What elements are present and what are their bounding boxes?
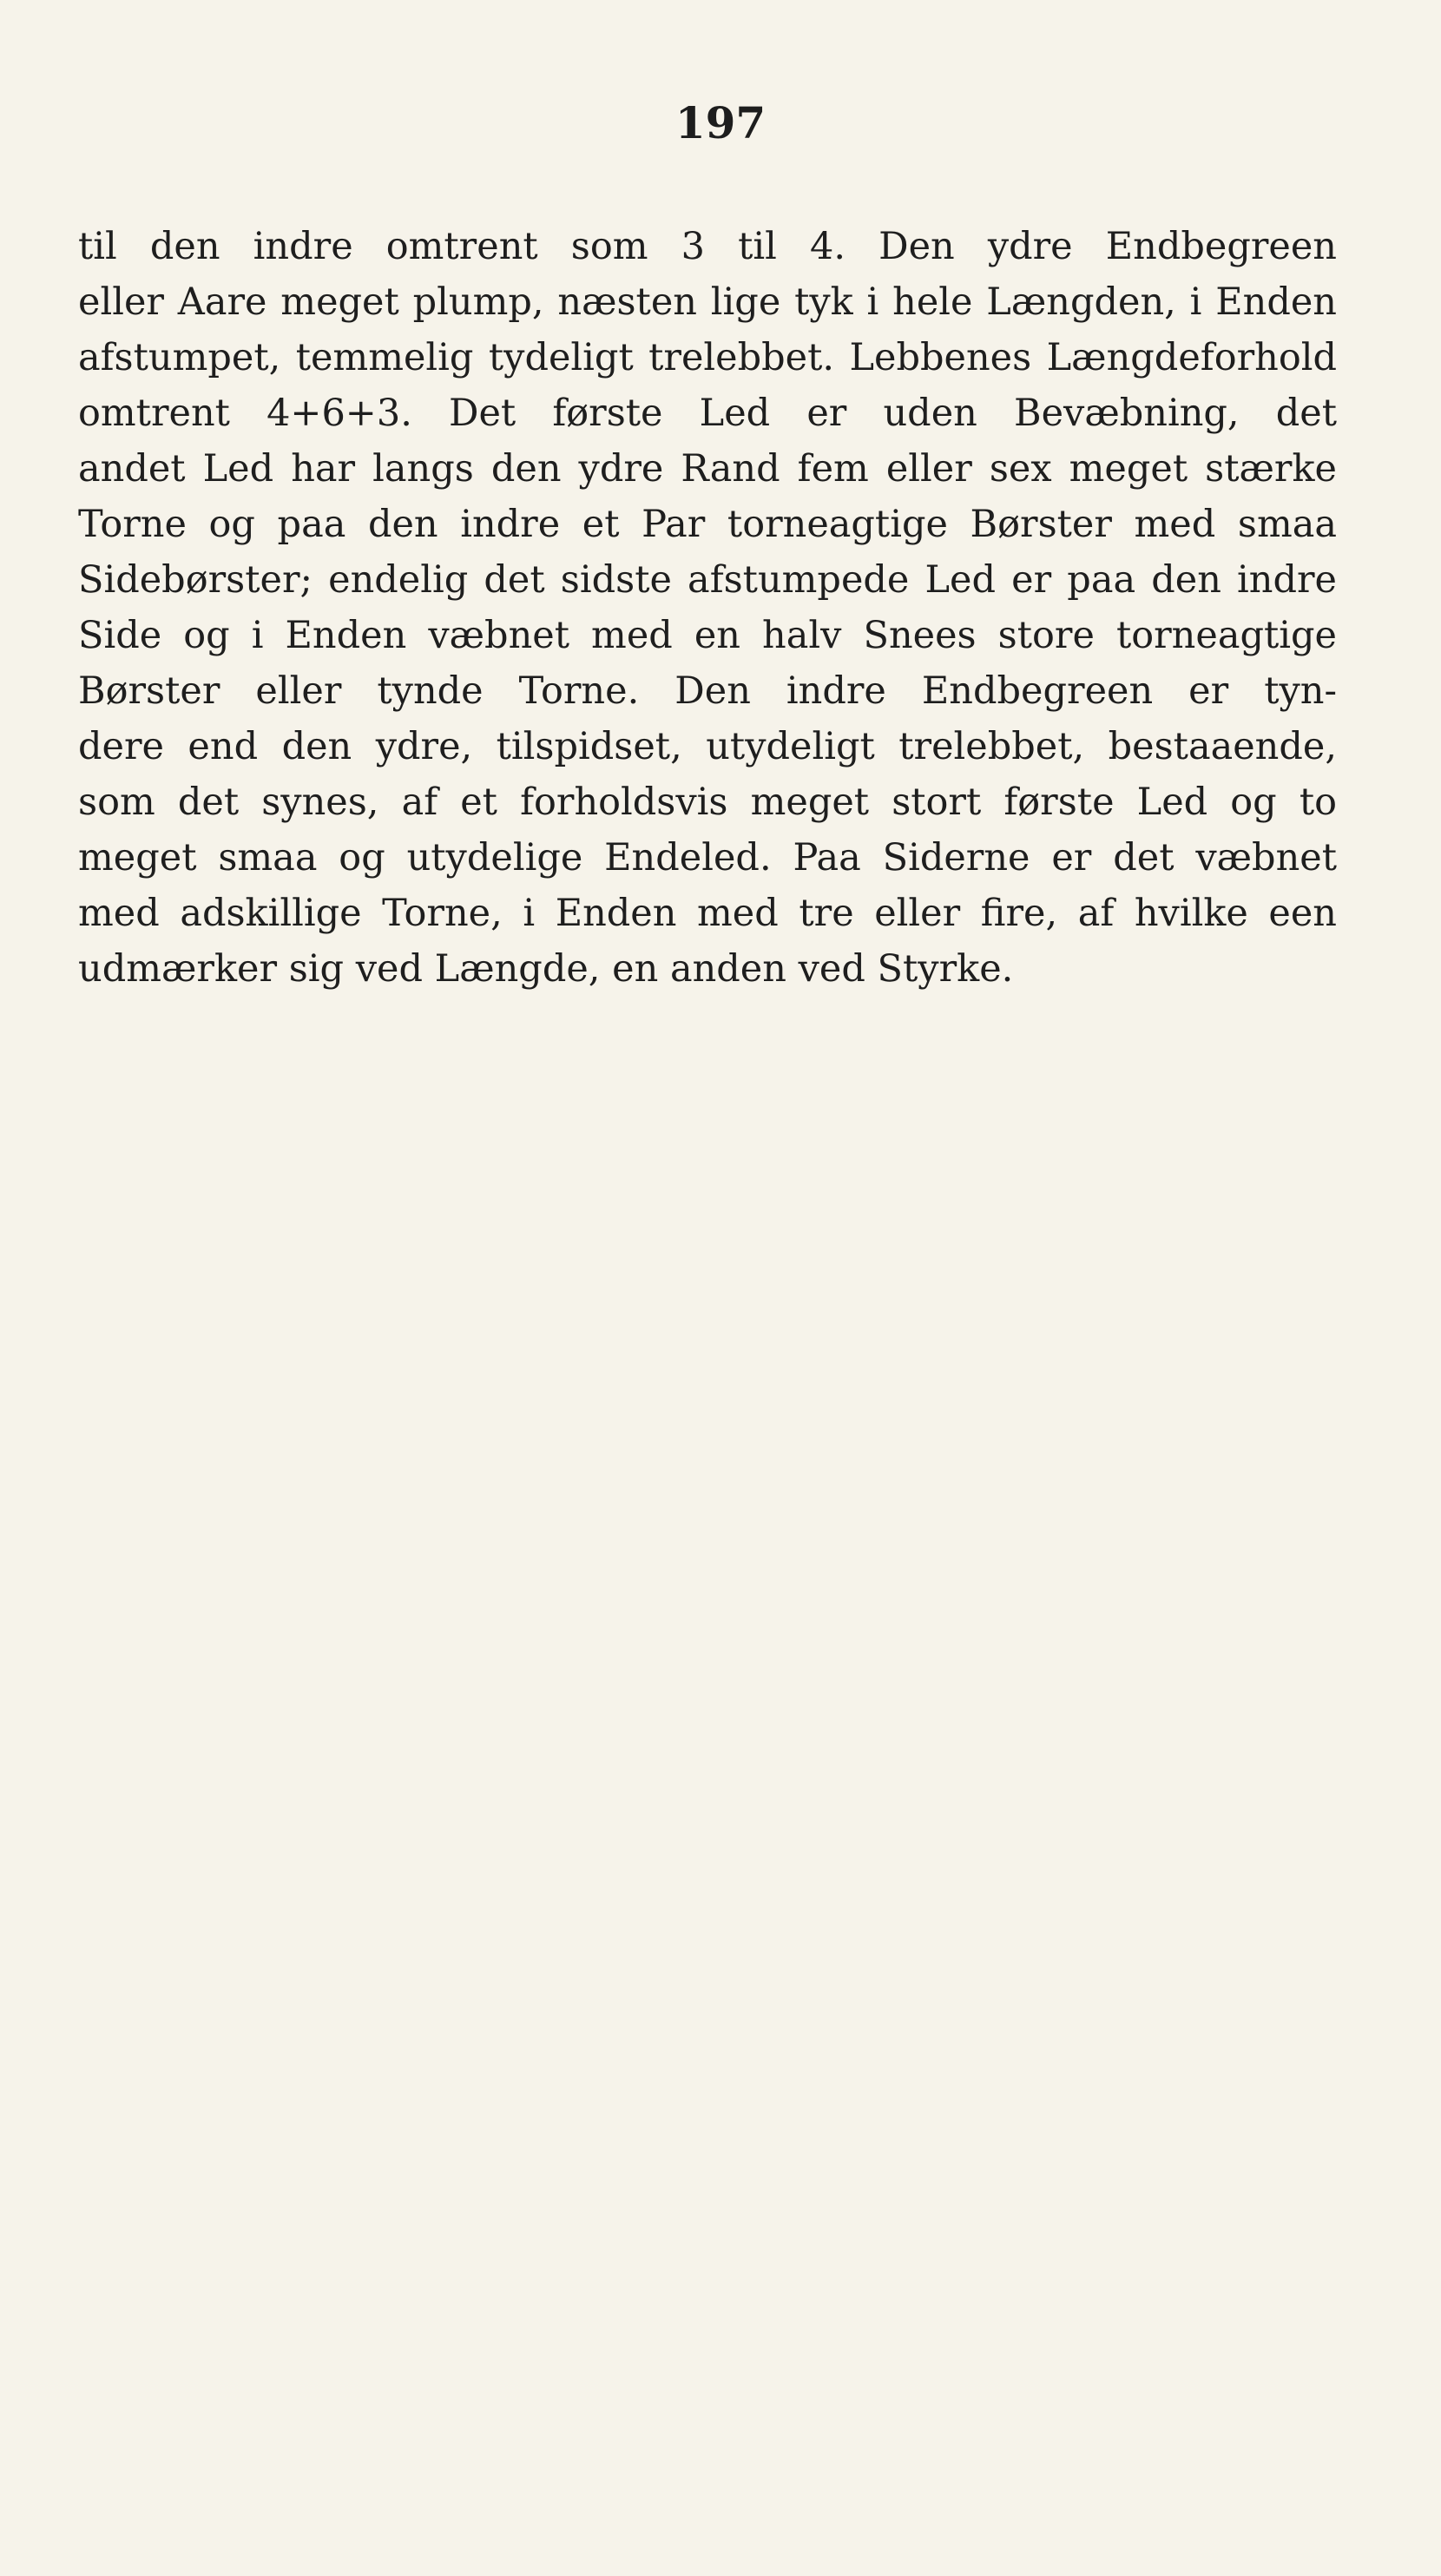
text-line: omtrent 4+6+3. Det første Led er uden Bevæbning, det (78, 392, 1337, 435)
text-line: med adskillige Torne, i Enden med tre eller fire, af hvilke een (78, 892, 1337, 935)
text-line: Torne og paa den indre et Par torneagtige Børster med smaa (78, 503, 1337, 546)
page-number: 197 (674, 97, 767, 148)
text-line: Børster eller tynde Torne. Den indre Endbegreen er tyn- (78, 669, 1337, 713)
text-line: Sidebørster; endelig det sidste afstumpede Led er paa den indre (78, 558, 1337, 602)
text-line: eller Aare meget plump, næsten lige tyk i hele Længden, i Enden (78, 280, 1337, 324)
text-line: dere end den ydre, tilspidset, utydeligt trelebbet, bestaaende, (78, 725, 1337, 768)
text-line: til den indre omtrent som 3 til 4. Den ydre Endbegreen (78, 225, 1337, 268)
text-line: som det synes, af et forholdsvis meget stort første Led og to (78, 781, 1337, 824)
text-line: meget smaa og utydelige Endeled. Paa Siderne er det væbnet (78, 836, 1337, 880)
text-line: Side og i Enden væbnet med en halv Snees store torneagtige (78, 614, 1337, 657)
text-line: afstumpet, temmelig tydeligt trelebbet. Lebbenes Længdeforhold (78, 336, 1337, 379)
body-text (78, 219, 1337, 997)
text-line: andet Led har langs den ydre Rand fem eller sex meget stærke (78, 447, 1337, 491)
text-line: udmærker sig ved Længde, en anden ved Styrke. (78, 947, 1014, 991)
